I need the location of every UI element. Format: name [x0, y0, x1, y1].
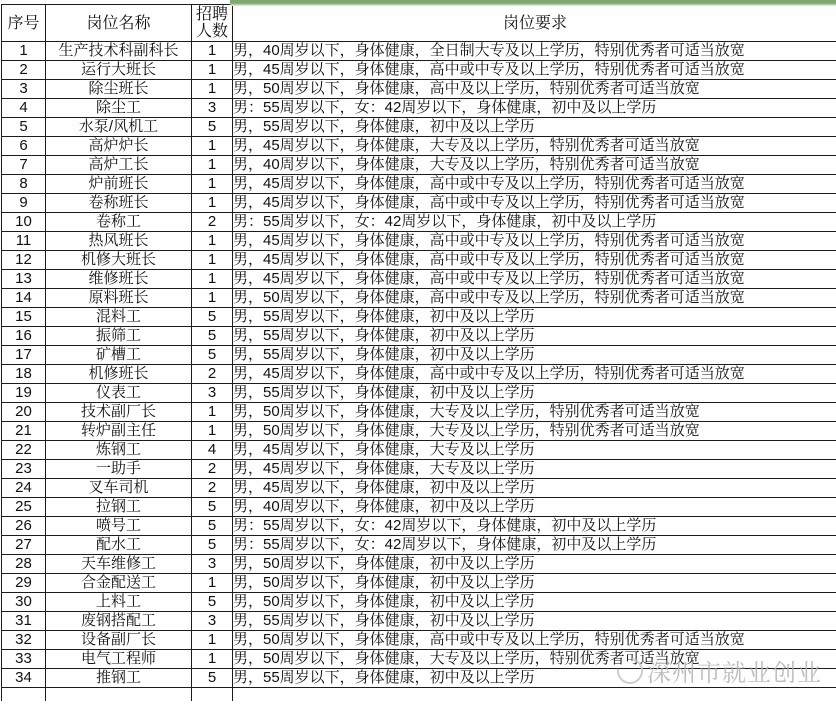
cell-recruit-count: 1: [192, 403, 233, 422]
table-row: [2, 669, 836, 688]
cell-position-name: 喷号工: [46, 517, 192, 536]
cell-recruit-count: 1: [192, 289, 233, 308]
cell-position-name: 推钢工: [46, 669, 192, 688]
cell-requirements: 男，55周岁以下，身体健康，初中及以上学历: [233, 669, 836, 688]
cell-recruit-count: 1: [192, 80, 233, 99]
cell-index: 19: [2, 384, 46, 403]
cell-requirements: 男，50周岁以下，身体健康，高中及以上学历，特别优秀者可适当放宽: [233, 80, 836, 99]
cell-requirements: 男，55周岁以下，身体健康，初中及以上学历: [233, 384, 836, 403]
cell-recruit-count: 5: [192, 593, 233, 612]
cell-recruit-count: 1: [192, 156, 233, 175]
cell-position-name: 卷称工: [46, 213, 192, 232]
table-row: [2, 593, 836, 612]
cell-requirements: 男，45周岁以下，身体健康，高中或中专及以上学历，特别优秀者可适当放宽: [233, 194, 836, 213]
table-row: [2, 232, 836, 251]
cell-requirements: 男，45周岁以下，身体健康，大专及以上学历: [233, 441, 836, 460]
cell-position-name: 天车维修工: [46, 555, 192, 574]
cell-requirements: 男，50周岁以下，身体健康，初中及以上学历: [233, 574, 836, 593]
cell-position-name: 一助手: [46, 460, 192, 479]
table-row: [2, 631, 836, 650]
cell-recruit-count: 5: [192, 327, 233, 346]
cell-recruit-count: 1: [192, 194, 233, 213]
cell-requirements: 男，40周岁以下，身体健康，大专及以上学历，特别优秀者可适当放宽: [233, 156, 836, 175]
cell-requirements: 男，45周岁以下，身体健康，高中或中专及以上学历，特别优秀者可适当放宽: [233, 365, 836, 384]
table-row: [2, 270, 836, 289]
table-row: [2, 498, 836, 517]
cell-requirements: 男，50周岁以下，身体健康，大专及以上学历，特别优秀者可适当放宽: [233, 403, 836, 422]
cell-position-name: 矿槽工: [46, 346, 192, 365]
cell-requirements: 男，45周岁以下，身体健康，大专及以上学历: [233, 460, 836, 479]
cell-requirements: 男，45周岁以下，身体健康，高中或中专及以上学历，特别优秀者可适当放宽: [233, 270, 836, 289]
cell-position-name: 水泵/风机工: [46, 118, 192, 137]
cell-recruit-count: 5: [192, 669, 233, 688]
table-row: [2, 61, 836, 80]
cell-position-name: 热风班长: [46, 232, 192, 251]
cell-requirements: 男，40周岁以下，身体健康，初中及以上学历: [233, 498, 836, 517]
table-row: [2, 441, 836, 460]
cell-index: 10: [2, 213, 46, 232]
cell-position-name: 炼钢工: [46, 441, 192, 460]
cell-position-name: 叉车司机: [46, 479, 192, 498]
cell-position-name: 卷称班长: [46, 194, 192, 213]
cell-recruit-count: 3: [192, 384, 233, 403]
table-row: [2, 251, 836, 270]
cell-index: 26: [2, 517, 46, 536]
cell-requirements: 男：55周岁以下，女：42周岁以下，身体健康，初中及以上学历: [233, 536, 836, 555]
cell-index: 8: [2, 175, 46, 194]
stub-cell: [233, 688, 836, 702]
table-row: [2, 517, 836, 536]
cell-position-name: 废钢搭配工: [46, 612, 192, 631]
cell-position-name: 技术副厂长: [46, 403, 192, 422]
cell-position-name: 转炉副主任: [46, 422, 192, 441]
cell-recruit-count: 1: [192, 61, 233, 80]
cell-position-name: 除尘班长: [46, 80, 192, 99]
cell-index: 22: [2, 441, 46, 460]
cell-requirements: 男，45周岁以下，身体健康，初中及以上学历: [233, 479, 836, 498]
cell-index: 1: [2, 42, 46, 61]
table-row: [2, 99, 836, 118]
cell-position-name: 原料班长: [46, 289, 192, 308]
cell-requirements: 男，50周岁以下，身体健康，初中及以上学历: [233, 593, 836, 612]
cell-position-name: 混料工: [46, 308, 192, 327]
cell-index: 31: [2, 612, 46, 631]
cell-position-name: 振筛工: [46, 327, 192, 346]
cell-recruit-count: 1: [192, 251, 233, 270]
cell-position-name: 炉前班长: [46, 175, 192, 194]
cell-position-name: 高炉炉长: [46, 137, 192, 156]
cell-requirements: 男，55周岁以下，身体健康，初中及以上学历: [233, 612, 836, 631]
cell-position-name: 电气工程师: [46, 650, 192, 669]
cell-requirements: 男，50周岁以下，身体健康，大专及以上学历，特别优秀者可适当放宽: [233, 650, 836, 669]
cell-requirements: 男，45周岁以下，身体健康，大专及以上学历，特别优秀者可适当放宽: [233, 137, 836, 156]
cell-index: 4: [2, 99, 46, 118]
cell-index: 33: [2, 650, 46, 669]
cell-requirements: 男，45周岁以下，身体健康，高中或中专及以上学历，特别优秀者可适当放宽: [233, 251, 836, 270]
table-row: [2, 574, 836, 593]
cell-recruit-count: 1: [192, 232, 233, 251]
cell-requirements: 男，45周岁以下，身体健康，高中或中专及以上学历，特别优秀者可适当放宽: [233, 232, 836, 251]
cell-index: 20: [2, 403, 46, 422]
cell-requirements: 男，55周岁以下，身体健康，初中及以上学历: [233, 346, 836, 365]
cell-index: 28: [2, 555, 46, 574]
cell-index: 12: [2, 251, 46, 270]
cell-index: 5: [2, 118, 46, 137]
cell-requirements: 男，55周岁以下，身体健康，初中及以上学历: [233, 308, 836, 327]
cell-index: 11: [2, 232, 46, 251]
table-row: [2, 42, 836, 61]
cell-requirements: 男：55周岁以下，女：42周岁以下，身体健康，初中及以上学历: [233, 99, 836, 118]
cell-index: 16: [2, 327, 46, 346]
table-row: [2, 650, 836, 669]
table-row: [2, 612, 836, 631]
cell-requirements: 男，40周岁以下，身体健康，全日制大专及以上学历，特别优秀者可适当放宽: [233, 42, 836, 61]
cell-recruit-count: 3: [192, 555, 233, 574]
cell-position-name: 高炉工长: [46, 156, 192, 175]
header-recruit-count-line2: 人数: [195, 23, 228, 40]
cell-recruit-count: 5: [192, 498, 233, 517]
cell-index: 3: [2, 80, 46, 99]
cell-recruit-count: 5: [192, 517, 233, 536]
cell-requirements: 男：55周岁以下，女：42周岁以下，身体健康，初中及以上学历: [233, 517, 836, 536]
cell-position-name: 机修班长: [46, 365, 192, 384]
cell-recruit-count: 1: [192, 175, 233, 194]
table-row: [2, 289, 836, 308]
cell-index: 21: [2, 422, 46, 441]
table-row: [2, 346, 836, 365]
cell-requirements: 男，55周岁以下，身体健康，初中及以上学历: [233, 327, 836, 346]
cell-requirements: 男，50周岁以下，身体健康，高中或中专及以上学历，特别优秀者可适当放宽: [233, 631, 836, 650]
table-row: [2, 175, 836, 194]
cell-position-name: 配水工: [46, 536, 192, 555]
table-row: [2, 118, 836, 137]
cell-recruit-count: 5: [192, 536, 233, 555]
table-row: [2, 213, 836, 232]
table-row: [2, 460, 836, 479]
cell-requirements: 男：55周岁以下，女：42周岁以下，身体健康，初中及以上学历: [233, 213, 836, 232]
job-postings-table: [1, 4, 836, 701]
cell-position-name: 合金配送工: [46, 574, 192, 593]
table-row: [2, 384, 836, 403]
cell-recruit-count: 1: [192, 137, 233, 156]
cell-position-name: 运行大班长: [46, 61, 192, 80]
table-row: [2, 403, 836, 422]
header-index: 序号: [2, 5, 46, 42]
table-footer-stub: [2, 688, 836, 702]
cell-recruit-count: 3: [192, 612, 233, 631]
cell-index: 9: [2, 194, 46, 213]
table-row: [2, 80, 836, 99]
cell-index: 23: [2, 460, 46, 479]
cell-index: 27: [2, 536, 46, 555]
table-row: [2, 194, 836, 213]
cell-position-name: 设备副厂长: [46, 631, 192, 650]
cell-recruit-count: 1: [192, 270, 233, 289]
cell-index: 29: [2, 574, 46, 593]
cell-requirements: 男，45周岁以下，身体健康，高中或中专及以上学历，特别优秀者可适当放宽: [233, 175, 836, 194]
cell-index: 17: [2, 346, 46, 365]
cell-recruit-count: 4: [192, 441, 233, 460]
header-requirements: 岗位要求: [233, 5, 836, 42]
cell-recruit-count: 2: [192, 365, 233, 384]
cell-recruit-count: 2: [192, 213, 233, 232]
cell-index: 6: [2, 137, 46, 156]
cell-requirements: 男，50周岁以下，身体健康，初中及以上学历: [233, 555, 836, 574]
cell-recruit-count: 5: [192, 308, 233, 327]
cell-index: 24: [2, 479, 46, 498]
cell-recruit-count: 5: [192, 346, 233, 365]
top-green-bar: [230, 0, 836, 6]
table-row: [2, 308, 836, 327]
cell-recruit-count: 1: [192, 574, 233, 593]
cell-recruit-count: 1: [192, 422, 233, 441]
header-position-name: 岗位名称: [46, 5, 192, 42]
table-body: [2, 42, 836, 688]
table-row: [2, 365, 836, 384]
cell-position-name: 仪表工: [46, 384, 192, 403]
watermark-text: 深州市就业创业: [647, 660, 822, 687]
cell-index: 2: [2, 61, 46, 80]
stub-cell: [192, 688, 233, 702]
table-row: [2, 479, 836, 498]
table-row: [2, 555, 836, 574]
cell-recruit-count: 1: [192, 650, 233, 669]
cell-index: 30: [2, 593, 46, 612]
table-row: [2, 327, 836, 346]
table-row: [2, 536, 836, 555]
cell-position-name: 维修班长: [46, 270, 192, 289]
header-row: [2, 5, 836, 42]
cell-index: 7: [2, 156, 46, 175]
cell-recruit-count: 3: [192, 99, 233, 118]
cell-index: 25: [2, 498, 46, 517]
stub-row: [2, 688, 836, 702]
cell-position-name: 除尘工: [46, 99, 192, 118]
table-header: [2, 5, 836, 42]
cell-position-name: 拉钢工: [46, 498, 192, 517]
cell-recruit-count: 1: [192, 42, 233, 61]
cell-index: 15: [2, 308, 46, 327]
stub-cell: [46, 688, 192, 702]
cell-index: 34: [2, 669, 46, 688]
cell-requirements: 男，55周岁以下，身体健康，初中及以上学历: [233, 118, 836, 137]
table-row: [2, 422, 836, 441]
cell-requirements: 男，50周岁以下，身体健康，大专及以上学历，特别优秀者可适当放宽: [233, 422, 836, 441]
cell-index: 32: [2, 631, 46, 650]
cell-index: 14: [2, 289, 46, 308]
cell-requirements: 男，45周岁以下，身体健康，高中或中专及以上学历，特别优秀者可适当放宽: [233, 61, 836, 80]
cell-index: 13: [2, 270, 46, 289]
stub-cell: [2, 688, 46, 702]
cell-index: 18: [2, 365, 46, 384]
cell-position-name: 上料工: [46, 593, 192, 612]
cell-requirements: 男，50周岁以下，身体健康，高中或中专及以上学历，特别优秀者可适当放宽: [233, 289, 836, 308]
table-row: [2, 156, 836, 175]
cell-position-name: 机修大班长: [46, 251, 192, 270]
cell-recruit-count: 2: [192, 479, 233, 498]
cell-recruit-count: 1: [192, 631, 233, 650]
cell-position-name: 生产技术科副科长: [46, 42, 192, 61]
table-row: [2, 137, 836, 156]
header-recruit-count: [192, 5, 233, 42]
header-recruit-count-line1: 招聘: [195, 6, 228, 23]
cell-recruit-count: 5: [192, 118, 233, 137]
cell-recruit-count: 2: [192, 460, 233, 479]
